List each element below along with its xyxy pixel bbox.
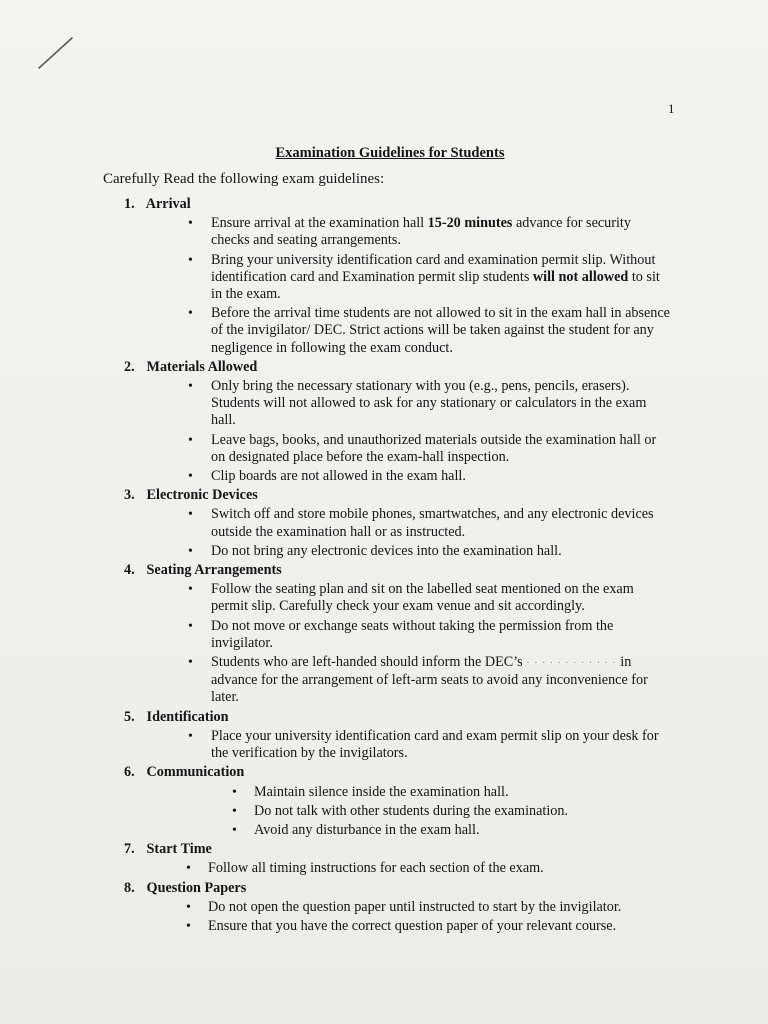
- list-item: • Follow all timing instructions for each section of the exam.: [186, 860, 544, 877]
- section-communication: [0, 764, 768, 839]
- list-item: • Place your university identification card and exam permit slip on your desk for the verification by the invigilators.: [188, 727, 659, 762]
- page-number: 1: [668, 101, 675, 116]
- section-start-time: [0, 841, 768, 877]
- list-item: • Do not talk with other students during the examination.: [232, 802, 569, 819]
- section-identification: [0, 709, 768, 763]
- pen-stroke-mark: [36, 36, 76, 70]
- section-heading: 1. Arrival: [124, 196, 191, 212]
- section-heading: 8. Question Papers: [124, 879, 247, 896]
- list-item: • Do not open the question paper until instructed to start by the invigilator.: [186, 898, 622, 915]
- list-item: • Only bring the necessary stationary with you (e.g., pens, pencils, erasers). Students will not allowed to ask for any stationary or calculators in the exam hall.: [188, 378, 647, 429]
- list-item: • Leave bags, books, and unauthorized materials outside the examination hall or on designated place before the exam-hall inspection.: [188, 431, 657, 465]
- list-item: • Avoid any disturbance in the exam hall.: [232, 821, 480, 838]
- section-arrival: [0, 196, 768, 357]
- list-item: • Switch off and store mobile phones, smartwatches, and any electronic devices outside the examination hall or as instructed.: [188, 506, 654, 540]
- section-heading: 3. Electronic Devices: [124, 487, 258, 504]
- list-item: • Clip boards are not allowed in the exam hall.: [188, 468, 466, 485]
- section-question-papers: [0, 880, 768, 936]
- section-heading: 5. Identification: [124, 708, 229, 725]
- list-item: • Ensure that you have the correct question paper of your relevant course.: [186, 917, 617, 934]
- list-item: • Students who are left-handed should inform the DEC’s · · · · · · · · · · · · in advance for the arrangement of left-arm seats to avoid any inconvenience for later.: [188, 654, 648, 706]
- list-item: • Do not bring any electronic devices into the examination hall.: [188, 542, 562, 559]
- section-heading: 4. Seating Arrangements: [124, 562, 282, 579]
- list-item: • Ensure arrival at the examination hall 15-20 minutes advance for security checks and seating arrangements.: [188, 215, 631, 249]
- list-item: • Before the arrival time students are not allowed to sit in the exam hall in absence of the invigilator/ DEC. Strict actions will be taken against the student for any negligence in following the exam conduct.: [188, 305, 670, 356]
- section-electronic-devices: [0, 487, 768, 560]
- section-materials-allowed: [0, 359, 768, 485]
- intro-text: Carefully Read the following exam guidelines:: [103, 171, 385, 187]
- document-title: Examination Guidelines for Students: [275, 145, 505, 161]
- list-item: • Maintain silence inside the examination hall.: [232, 783, 509, 800]
- list-item: • Follow the seating plan and sit on the labelled seat mentioned on the exam permit slip. Carefully check your exam venue and sit accordingly.: [188, 581, 634, 615]
- section-heading: 6. Communication: [124, 764, 245, 781]
- faded-text: · · · · · · · · · · · ·: [526, 658, 617, 670]
- section-seating-arrangements: [0, 562, 768, 707]
- guidelines-list: [0, 196, 768, 937]
- list-item: • Do not move or exchange seats without taking the permission from the invigilator.: [188, 617, 614, 651]
- list-item: • Bring your university identification card and examination permit slip. Without identification card and Examination permit slip students will not allowed to sit in the exam.: [188, 251, 660, 303]
- section-heading: 2. Materials Allowed: [124, 358, 258, 375]
- section-heading: 7. Start Time: [124, 841, 212, 858]
